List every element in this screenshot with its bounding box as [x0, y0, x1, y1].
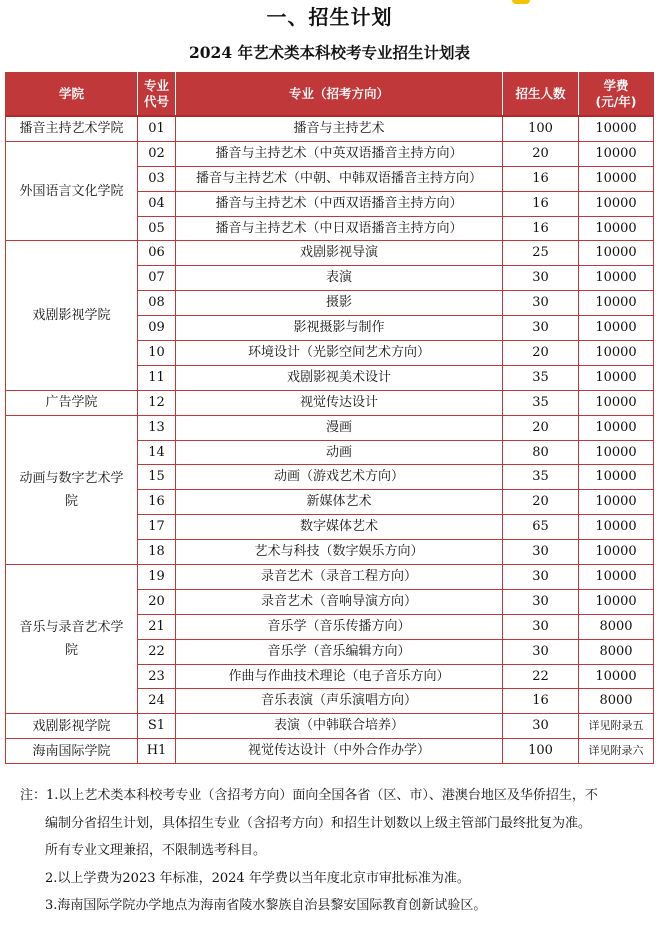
college-cell: 音乐与录音艺术学院: [6, 565, 138, 714]
major-cell: 环境设计（光影空间艺术方向）: [176, 341, 503, 366]
code-cell: 11: [138, 365, 176, 390]
major-cell: 播音与主持艺术（中英双语播音主持方向）: [176, 141, 503, 166]
major-cell: 播音与主持艺术: [176, 116, 503, 141]
quota-cell: 16: [503, 689, 579, 714]
code-cell: 02: [138, 141, 176, 166]
fee-cell: 详见附录六: [579, 739, 654, 764]
enrollment-plan-table: [5, 72, 654, 764]
fee-cell: 10000: [579, 141, 654, 166]
major-cell: 表演: [176, 266, 503, 291]
code-cell: 09: [138, 316, 176, 341]
quota-cell: 30: [503, 540, 579, 565]
quota-cell: 30: [503, 565, 579, 590]
table-row: [6, 141, 654, 166]
quota-cell: 30: [503, 316, 579, 341]
major-cell: 动画: [176, 440, 503, 465]
code-cell: 07: [138, 266, 176, 291]
major-cell: 播音与主持艺术（中日双语播音主持方向）: [176, 216, 503, 241]
college-cell: 戏剧影视学院: [6, 714, 138, 739]
quota-cell: 30: [503, 714, 579, 739]
major-cell: 戏剧影视美术设计: [176, 365, 503, 390]
college-cell: 外国语言文化学院: [6, 141, 138, 241]
code-cell: 18: [138, 540, 176, 565]
fee-cell: 8000: [579, 614, 654, 639]
major-cell: 录音艺术（录音工程方向）: [176, 565, 503, 590]
major-cell: 播音与主持艺术（中西双语播音主持方向）: [176, 191, 503, 216]
fee-cell: 10000: [579, 465, 654, 490]
table-row: [6, 565, 654, 590]
major-cell: 动画（游戏艺术方向）: [176, 465, 503, 490]
table-header-row: [6, 73, 654, 117]
code-cell: 08: [138, 291, 176, 316]
major-cell: 播音与主持艺术（中朝、中韩双语播音主持方向）: [176, 166, 503, 191]
major-cell: 戏剧影视导演: [176, 241, 503, 266]
fee-cell: 10000: [579, 316, 654, 341]
code-cell: 14: [138, 440, 176, 465]
table-row: [6, 390, 654, 415]
note-2: 2.以上学费为2023 年标准，2024 年学费以当年度北京市审批标准为准。: [45, 870, 470, 886]
fee-cell: 10000: [579, 440, 654, 465]
fee-cell: 8000: [579, 689, 654, 714]
college-cell: 戏剧影视学院: [6, 241, 138, 390]
quota-cell: 35: [503, 365, 579, 390]
code-cell: 03: [138, 166, 176, 191]
table-row: [6, 739, 654, 764]
fee-cell: 10000: [579, 191, 654, 216]
fee-cell: 10000: [579, 116, 654, 141]
fee-cell: 10000: [579, 390, 654, 415]
header-major: 专业（招考方向）: [176, 73, 503, 117]
quota-cell: 80: [503, 440, 579, 465]
code-cell: 04: [138, 191, 176, 216]
fee-cell: 10000: [579, 589, 654, 614]
table-row: [6, 116, 654, 141]
quota-cell: 30: [503, 589, 579, 614]
table-row: [6, 241, 654, 266]
fee-cell: 详见附录五: [579, 714, 654, 739]
header-fee: 学费 (元/年): [579, 73, 654, 117]
quota-cell: 30: [503, 639, 579, 664]
quota-cell: 30: [503, 291, 579, 316]
major-cell: 漫画: [176, 415, 503, 440]
major-cell: 影视摄影与制作: [176, 316, 503, 341]
quota-cell: 16: [503, 166, 579, 191]
quota-cell: 35: [503, 390, 579, 415]
code-cell: 20: [138, 589, 176, 614]
quota-cell: 100: [503, 116, 579, 141]
code-cell: 15: [138, 465, 176, 490]
quota-cell: 16: [503, 191, 579, 216]
college-cell: 广告学院: [6, 390, 138, 415]
fee-cell: 10000: [579, 664, 654, 689]
note-1-line-3: 所有专业文理兼招，不限制选考科目。: [45, 843, 267, 858]
note-1-line-2: 编制分省招生计划，具体招生专业（含招考方向）和招生计划数以上级主管部门最终批复为准。: [45, 815, 592, 831]
fee-cell: 8000: [579, 639, 654, 664]
code-cell: 22: [138, 639, 176, 664]
quota-cell: 30: [503, 614, 579, 639]
table-title: 2024 年艺术类本科校考专业招生计划表: [188, 43, 471, 62]
fee-cell: 10000: [579, 166, 654, 191]
fee-cell: 10000: [579, 216, 654, 241]
code-cell: 17: [138, 515, 176, 540]
code-cell: 01: [138, 116, 176, 141]
quota-cell: 65: [503, 515, 579, 540]
code-cell: 16: [138, 490, 176, 515]
major-cell: 艺术与科技（数字娱乐方向）: [176, 540, 503, 565]
fee-cell: 10000: [579, 266, 654, 291]
fee-cell: 10000: [579, 415, 654, 440]
notes: [20, 782, 650, 920]
table-row: [6, 714, 654, 739]
quota-cell: 100: [503, 739, 579, 764]
header-quota: 招生人数: [503, 73, 579, 117]
fee-cell: 10000: [579, 365, 654, 390]
header-code: 专业 代号: [138, 73, 176, 117]
college-cell: 播音主持艺术学院: [6, 116, 138, 141]
note-3: 3.海南国际学院办学地点为海南省陵水黎族自治县黎安国际教育创新试验区。: [45, 898, 487, 913]
quota-cell: 20: [503, 341, 579, 366]
quota-cell: 20: [503, 490, 579, 515]
section-title: 一、招生计划: [266, 5, 393, 29]
quota-cell: 20: [503, 141, 579, 166]
fee-cell: 10000: [579, 241, 654, 266]
fee-cell: 10000: [579, 291, 654, 316]
header-college: 学院: [6, 73, 138, 117]
code-cell: 21: [138, 614, 176, 639]
code-cell: 19: [138, 565, 176, 590]
major-cell: 音乐学（音乐传播方向）: [176, 614, 503, 639]
code-cell: 10: [138, 341, 176, 366]
major-cell: 视觉传达设计（中外合作办学）: [176, 739, 503, 764]
quota-cell: 16: [503, 216, 579, 241]
major-cell: 数字媒体艺术: [176, 515, 503, 540]
quota-cell: 30: [503, 266, 579, 291]
code-cell: S1: [138, 714, 176, 739]
fee-cell: 10000: [579, 540, 654, 565]
quota-cell: 25: [503, 241, 579, 266]
major-cell: 作曲与作曲技术理论（电子音乐方向）: [176, 664, 503, 689]
table-body: [6, 116, 654, 764]
major-cell: 音乐表演（声乐演唱方向）: [176, 689, 503, 714]
code-cell: 12: [138, 390, 176, 415]
fee-cell: 10000: [579, 490, 654, 515]
fee-cell: 10000: [579, 341, 654, 366]
fee-cell: 10000: [579, 515, 654, 540]
quota-cell: 35: [503, 465, 579, 490]
major-cell: 摄影: [176, 291, 503, 316]
code-cell: H1: [138, 739, 176, 764]
code-cell: 23: [138, 664, 176, 689]
note-1-line-1: 注：1.以上艺术类本科校考专业（含招考方向）面向全国各省（区、市）、港澳台地区及华侨招生，不: [20, 788, 598, 803]
major-cell: 新媒体艺术: [176, 490, 503, 515]
table-row: [6, 415, 654, 440]
code-cell: 05: [138, 216, 176, 241]
major-cell: 表演（中韩联合培养）: [176, 714, 503, 739]
major-cell: 视觉传达设计: [176, 390, 503, 415]
code-cell: 13: [138, 415, 176, 440]
fee-cell: 10000: [579, 565, 654, 590]
code-cell: 06: [138, 241, 176, 266]
major-cell: 音乐学（音乐编辑方向）: [176, 639, 503, 664]
major-cell: 录音艺术（音响导演方向）: [176, 589, 503, 614]
college-cell: 动画与数字艺术学院: [6, 415, 138, 564]
college-cell: 海南国际学院: [6, 739, 138, 764]
quota-cell: 22: [503, 664, 579, 689]
quota-cell: 20: [503, 415, 579, 440]
code-cell: 24: [138, 689, 176, 714]
